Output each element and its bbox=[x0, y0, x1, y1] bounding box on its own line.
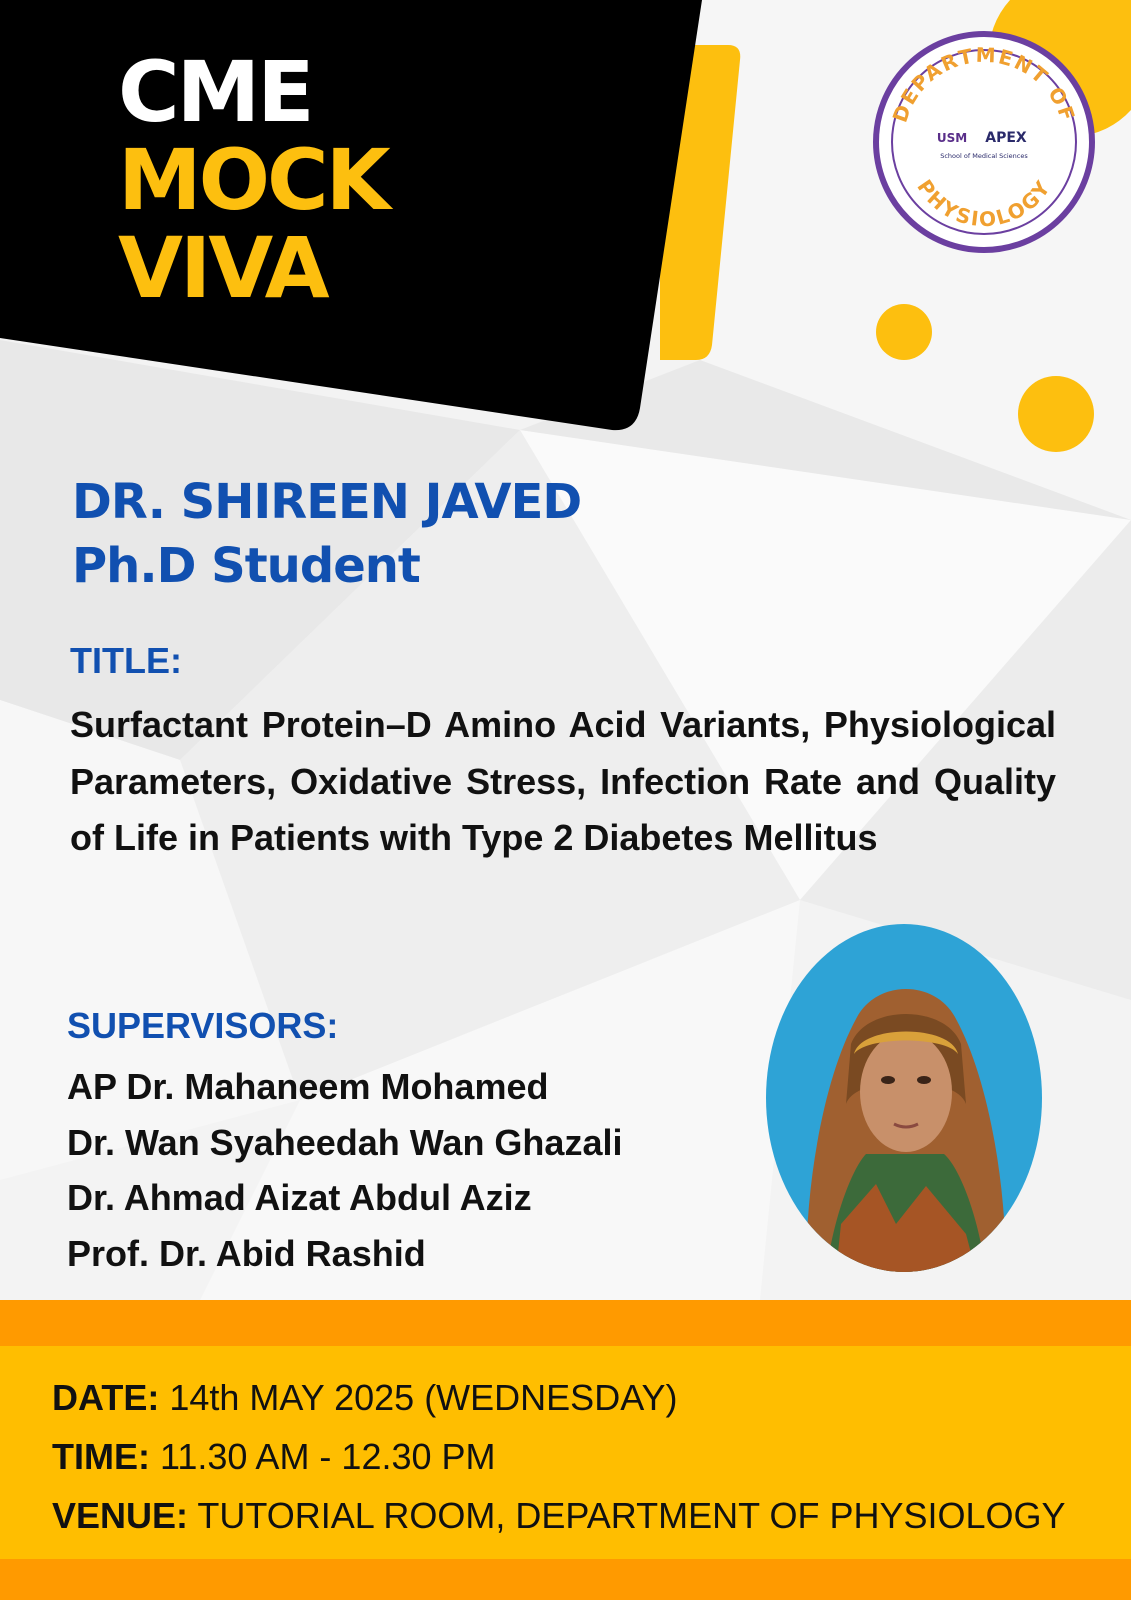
logo-top-text: DEPARTMENT OF bbox=[887, 42, 1081, 126]
footer-orange-bottom bbox=[0, 1559, 1131, 1600]
supervisors-list bbox=[67, 1059, 622, 1281]
date-value: 14th MAY 2025 (WEDNESDAY) bbox=[169, 1377, 678, 1418]
time-label: TIME: bbox=[52, 1436, 150, 1477]
date-label: DATE: bbox=[52, 1377, 160, 1418]
footer-orange-band bbox=[0, 1300, 1131, 1346]
supervisor-item: AP Dr. Mahaneem Mohamed bbox=[67, 1066, 549, 1107]
supervisor-item: Dr. Ahmad Aizat Abdul Aziz bbox=[67, 1177, 532, 1218]
logo-bottom-text: PHYSIOLOGY bbox=[912, 175, 1056, 232]
logo-apex-text: APEX bbox=[985, 130, 1027, 146]
supervisor-item: Dr. Wan Syaheedah Wan Ghazali bbox=[67, 1121, 623, 1163]
department-logo bbox=[872, 30, 1096, 254]
event-heading bbox=[118, 43, 388, 317]
time-value: 11.30 AM - 12.30 PM bbox=[160, 1436, 496, 1477]
venue-value: TUTORIAL ROOM, DEPARTMENT OF PHYSIOLOGY bbox=[197, 1495, 1066, 1536]
venue-label: VENUE: bbox=[52, 1495, 189, 1536]
logo-subtext: School of Medical Sciences bbox=[940, 152, 1028, 160]
title-label: TITLE: bbox=[70, 640, 182, 681]
heading-cme: CME bbox=[118, 43, 312, 141]
presenter-role: Ph.D Student bbox=[72, 538, 420, 594]
presenter-block bbox=[72, 470, 581, 598]
supervisor-item: Prof. Dr. Abid Rashid bbox=[67, 1232, 426, 1274]
presenter-photo bbox=[766, 924, 1042, 1272]
logo-usm-text: USM bbox=[936, 131, 968, 145]
presenter-name: DR. SHIREEN JAVED bbox=[72, 474, 582, 530]
heading-mock: MOCK bbox=[118, 131, 388, 229]
presentation-title: Surfactant Protein–D Amino Acid Variants, Physiological Parameters, Oxidative Stress, Infection Rate and Quality of Life in Patients with Type 2 Diabetes Mellitus bbox=[70, 704, 1056, 858]
event-venue bbox=[52, 1486, 1066, 1545]
event-time bbox=[52, 1427, 1066, 1486]
event-date bbox=[52, 1368, 1066, 1427]
event-details bbox=[52, 1368, 1066, 1545]
heading-viva: VIVA bbox=[118, 219, 327, 317]
supervisors-label: SUPERVISORS: bbox=[67, 1005, 339, 1046]
